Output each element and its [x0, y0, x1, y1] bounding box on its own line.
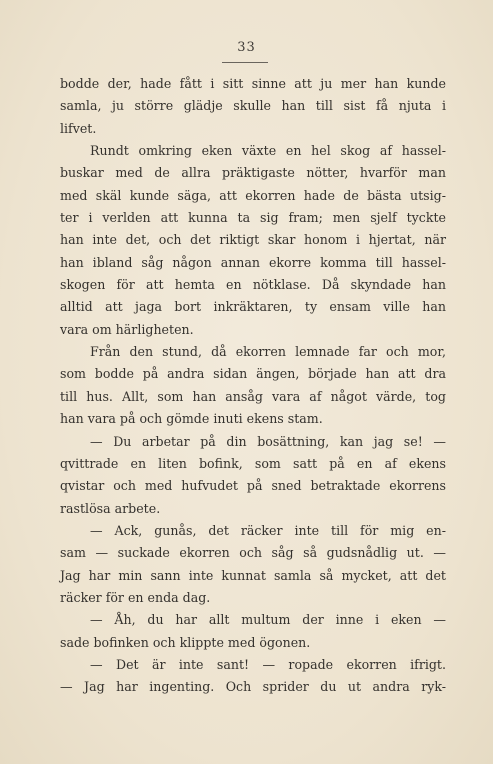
text-line: sade bofinken och klippte med ögonen.	[60, 634, 311, 650]
text-line: som bodde på andra sidan ängen, började han att dra	[60, 366, 446, 382]
text-line: rastlösa arbete.	[60, 500, 161, 516]
text-line: qvistar och med hufvudet på sned betraktade ekorrens	[60, 478, 446, 494]
text-line: — Åh, du har allt multum der inne i eken —	[90, 612, 446, 628]
text-line: räcker för en enda dag.	[60, 589, 211, 605]
text-line: sam — suckade ekorren och såg så gudsnådlig ut. —	[60, 545, 446, 561]
text-line: till hus. Allt, som han ansåg vara af något värde, tog	[60, 388, 446, 404]
text-line: skogen för att hemta en nötklase. Då skyndade han	[60, 277, 446, 293]
text-line: lifvet.	[60, 120, 97, 136]
text-line: ter i verlden att kunna ta sig fram; men sjelf tyckte	[60, 210, 446, 226]
text-line: — Du arbetar på din bosättning, kan jag se! —	[90, 433, 446, 449]
page-number-rule	[222, 62, 268, 63]
text-line: — Ack, gunås, det räcker inte till för mig en-	[90, 522, 446, 538]
text-line: han vara på och gömde inuti ekens stam.	[60, 411, 323, 427]
text-line: Rundt omkring eken växte en hel skog af hassel-	[90, 143, 446, 159]
text-line: Jag har min sann inte kunnat samla så mycket, att det	[60, 567, 446, 583]
text-line: med skäl kunde säga, att ekorren hade de bästa utsig-	[60, 187, 446, 203]
text-line: qvittrade en liten bofink, som satt på en af ekens	[60, 455, 446, 471]
text-line: bodde der, hade fått i sitt sinne att ju mer han kunde	[60, 76, 446, 91]
body-text	[60, 73, 446, 699]
text-line: han inte det, och det riktigt skar honom i hjertat, när	[60, 232, 446, 248]
text-line: — Jag har ingenting. Och sprider du ut andra ryk-	[60, 679, 446, 695]
text-line: — Det är inte sant! — ropade ekorren ifrigt.	[90, 656, 446, 672]
text-line: samla, ju större glädje skulle han till sist få njuta i	[60, 98, 446, 114]
text-line: han ibland såg någon annan ekorre komma till hassel-	[60, 254, 446, 270]
text-line: buskar med de allra präktigaste nötter, hvarför man	[60, 165, 446, 181]
page-number: 33	[237, 40, 256, 55]
text-line: alltid att jaga bort inkräktaren, ty ensam ville han	[60, 299, 446, 315]
text-line: vara om härligheten.	[60, 321, 194, 337]
text-line: Från den stund, då ekorren lemnade far och mor,	[90, 344, 446, 360]
